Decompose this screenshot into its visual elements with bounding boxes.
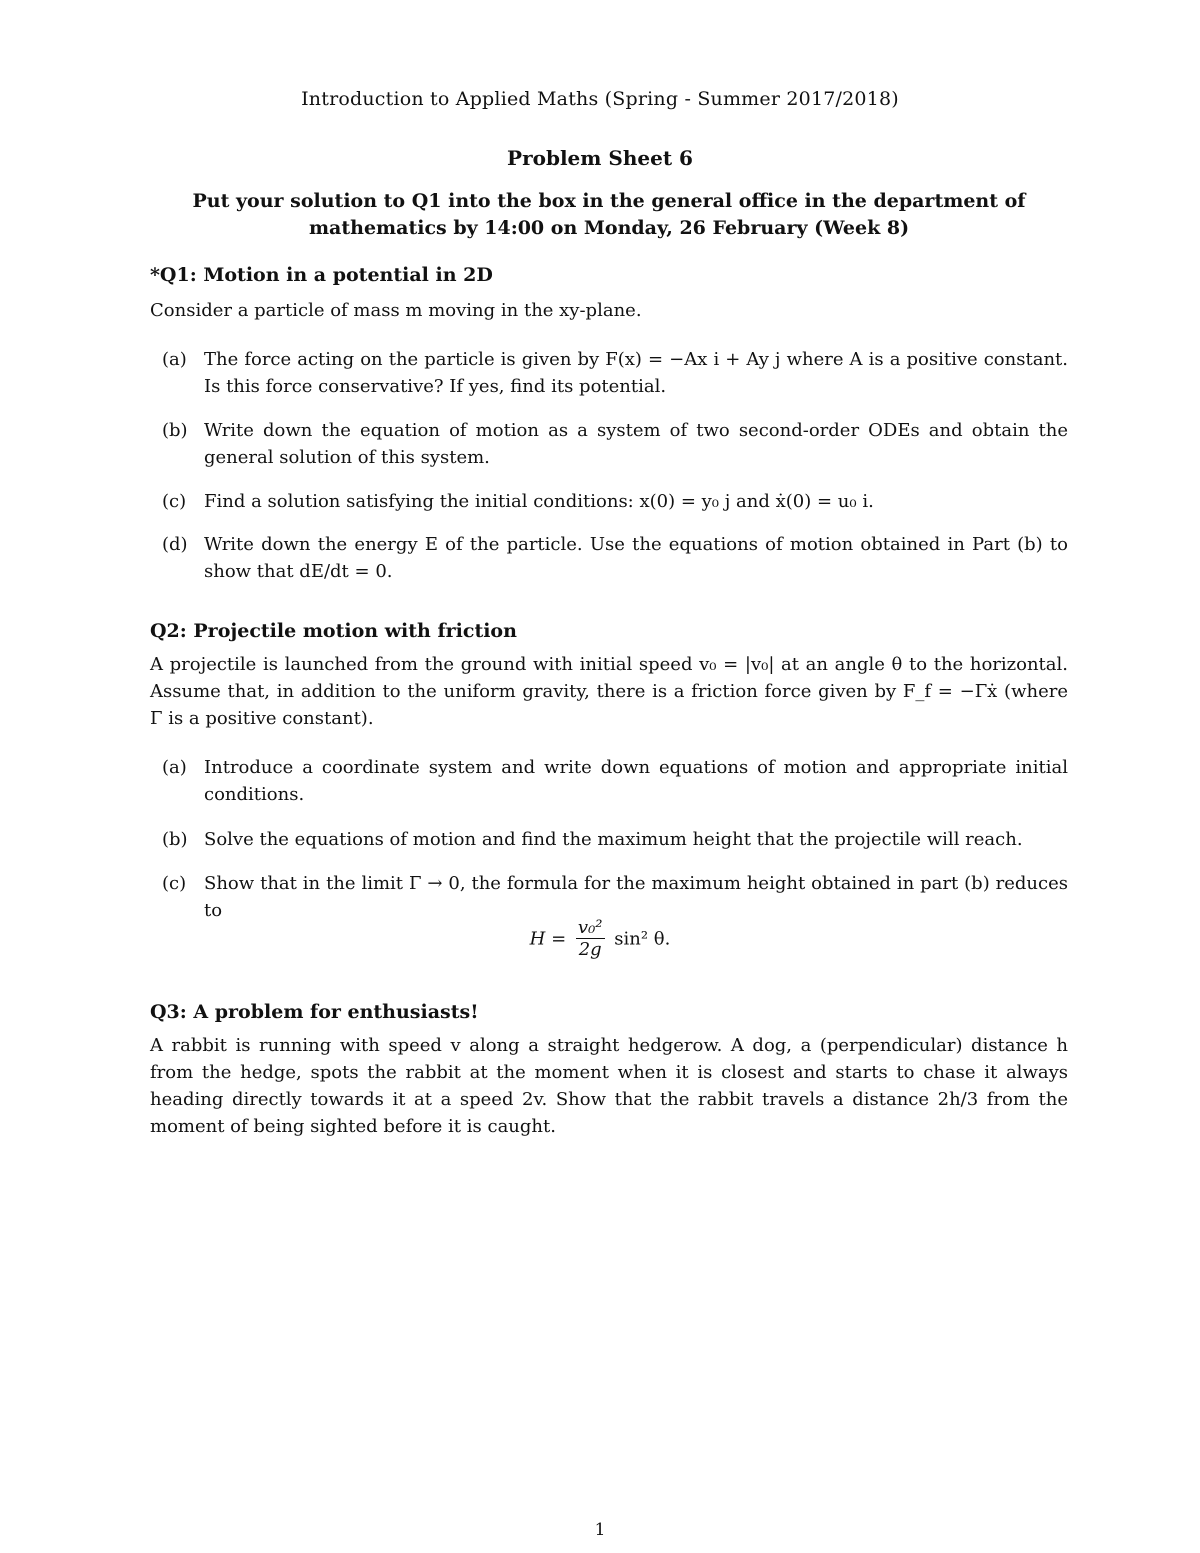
q1-intro: Consider a particle of mass m moving in the xy-plane. [150,300,642,321]
q1-part-b-label: (b) [162,420,188,441]
q2-part-a [162,754,1068,808]
equation-lhs: H = [529,928,567,950]
max-height-equation [0,918,1200,961]
q1-part-d-label: (d) [162,534,188,555]
q1-part-b [162,417,1068,471]
q2-part-c-label: (c) [162,873,187,894]
q1-part-c-label: (c) [162,491,187,512]
course-title: Introduction to Applied Maths (Spring - Summer 2017/2018) [301,88,899,110]
equation-fraction [576,918,605,961]
q1-heading: *Q1: Motion in a potential in 2D [150,264,493,286]
equation-rhs: sin² θ. [614,928,671,950]
q2-heading: Q2: Projectile motion with friction [150,620,517,642]
q1-part-a-label: (a) [162,349,187,370]
q2-part-b-text: Solve the equations of motion and find the maximum height that the projectile will reach. [204,829,1023,850]
q1-part-a-text: The force acting on the particle is given by F(x) = −Ax i + Ay j where A is a positive constant. Is this force conservative? If yes, find its potential. [204,349,1068,397]
q2-part-a-label: (a) [162,757,187,778]
q2-intro: A projectile is launched from the ground with initial speed v₀ = |v₀| at an angle θ to the horizontal. Assume that, in addition to the uniform gravity, there is a friction force given by F_f = −Γẋ (where Γ is a positive constant). [150,654,1068,729]
q2-part-b-label: (b) [162,829,188,850]
equation-numerator: v₀² [577,917,603,938]
q3-heading: Q3: A problem for enthusiasts! [150,1001,479,1023]
q2-part-b [162,826,1068,853]
page-number: 1 [594,1520,606,1540]
equation-denominator: 2g [578,939,602,960]
q2-part-c [162,870,1068,924]
q1-part-c-text: Find a solution satisfying the initial conditions: x(0) = y₀ j and ẋ(0) = u₀ i. [204,491,874,512]
q2-part-a-text: Introduce a coordinate system and write down equations of motion and appropriate initial conditions. [204,757,1068,805]
submission-instructions: Put your solution to Q1 into the box in the general office in the department of mathematics by 14:00 on Monday, 26 February (Week 8) [192,190,1026,239]
q1-part-d-text: Write down the energy E of the particle. Use the equations of motion obtained in Part (b) to show that dE/dt = 0. [204,534,1068,582]
q1-part-b-text: Write down the equation of motion as a system of two second-order ODEs and obtain the general solution of this system. [204,420,1068,468]
sheet-title: Problem Sheet 6 [507,146,693,170]
q1-part-c [162,488,1068,515]
q2-part-c-text: Show that in the limit Γ → 0, the formula for the maximum height obtained in part (b) reduces to [204,873,1068,921]
q3-text: A rabbit is running with speed v along a straight hedgerow. A dog, a (perpendicular) distance h from the hedge, spots the rabbit at the moment when it is closest and starts to chase it always heading directly towards it at a speed 2v. Show that the rabbit travels a distance 2h/3 from the moment of being sighted before it is caught. [150,1035,1068,1137]
q1-part-a [162,346,1068,400]
q1-part-d [162,531,1068,585]
